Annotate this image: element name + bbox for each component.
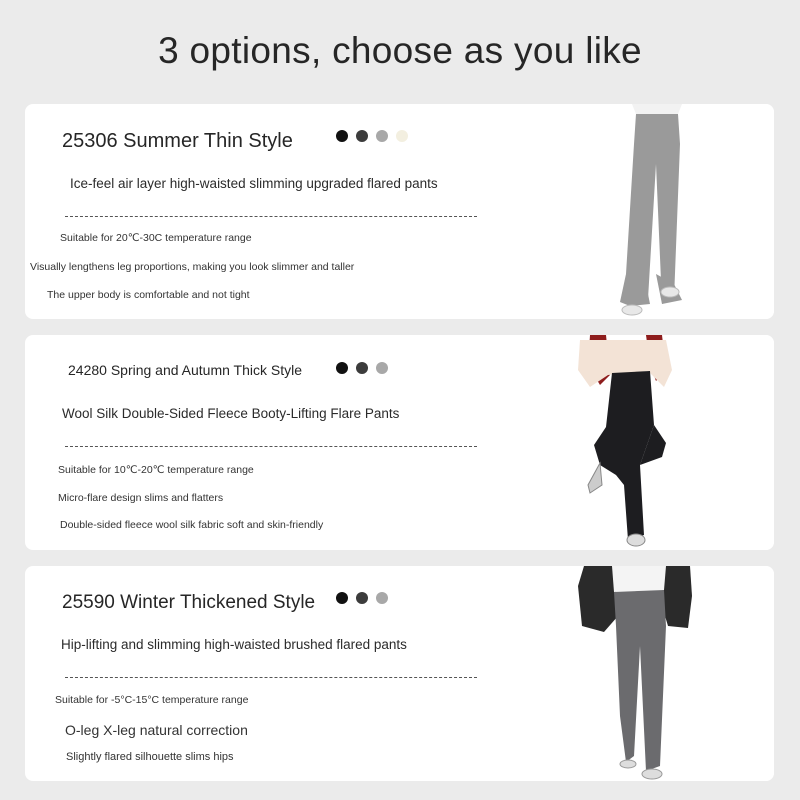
color-swatch-black[interactable] [336, 362, 348, 374]
color-swatch-black[interactable] [336, 130, 348, 142]
product-subtitle: Ice-feel air layer high-waisted slimming upgraded flared pants [70, 176, 438, 191]
color-swatch-gray[interactable] [376, 592, 388, 604]
model-illustration [570, 566, 774, 781]
model-illustration [570, 104, 774, 319]
color-swatch-gray[interactable] [376, 130, 388, 142]
color-swatches [336, 130, 408, 142]
dashed-divider [65, 446, 477, 447]
product-photo-spring-autumn [570, 335, 774, 550]
page-headline: 3 options, choose as you like [158, 30, 642, 71]
dashed-divider [65, 677, 477, 678]
feature-temperature: Suitable for 20℃-30C temperature range [60, 232, 252, 244]
product-title: 25590 Winter Thickened Style [62, 592, 316, 613]
product-card-winter[interactable] [25, 566, 774, 781]
feature-line: The upper body is comfortable and not tight [47, 289, 250, 301]
feature-line: Visually lengthens leg proportions, making you look slimmer and taller [30, 261, 355, 273]
feature-temperature: Suitable for -5°C-15°C temperature range [55, 694, 249, 706]
color-swatch-dark-gray[interactable] [356, 362, 368, 374]
color-swatch-dark-gray[interactable] [356, 592, 368, 604]
product-photo-summer [570, 104, 774, 319]
feature-line: Double-sided fleece wool silk fabric soft and skin-friendly [60, 519, 324, 531]
model-illustration [570, 335, 774, 550]
product-title: 25306 Summer Thin Style [62, 130, 293, 152]
dashed-divider [65, 216, 477, 217]
color-swatch-black[interactable] [336, 592, 348, 604]
color-swatch-cream[interactable] [396, 130, 408, 142]
feature-line: O-leg X-leg natural correction [65, 722, 248, 738]
product-subtitle: Wool Silk Double-Sided Fleece Booty-Lifting Flare Pants [62, 406, 400, 421]
feature-line: Slightly flared silhouette slims hips [66, 751, 234, 763]
color-swatch-gray[interactable] [376, 362, 388, 374]
product-photo-winter [570, 566, 774, 781]
product-card-spring-autumn[interactable] [25, 335, 774, 550]
color-swatches [336, 592, 388, 604]
product-title: 24280 Spring and Autumn Thick Style [68, 362, 303, 378]
color-swatch-dark-gray[interactable] [356, 130, 368, 142]
product-card-summer[interactable] [25, 104, 774, 319]
feature-line: Micro-flare design slims and flatters [58, 492, 224, 504]
color-swatches [336, 362, 388, 374]
product-subtitle: Hip-lifting and slimming high-waisted brushed flared pants [61, 637, 407, 652]
feature-temperature: Suitable for 10℃-20℃ temperature range [58, 464, 254, 476]
